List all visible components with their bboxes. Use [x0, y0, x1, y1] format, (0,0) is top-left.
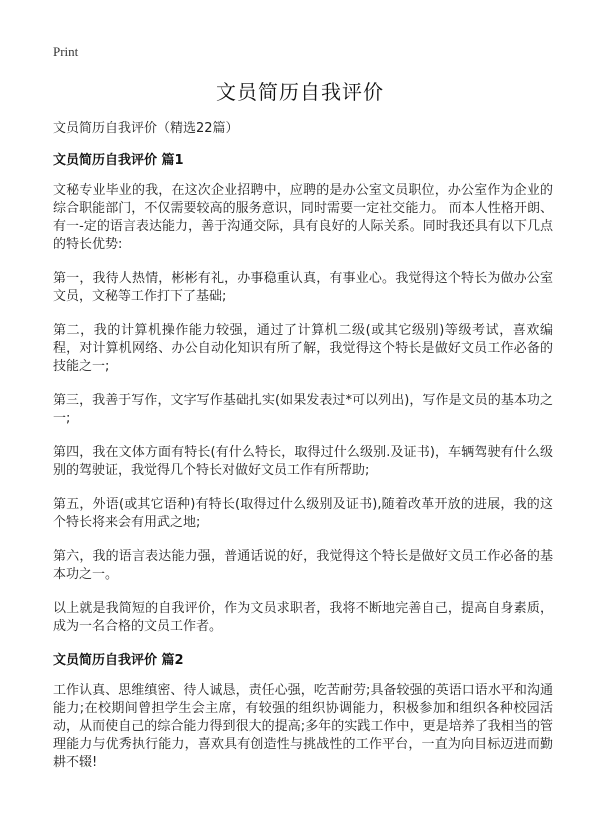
- paragraph: 第三，我善于写作，文字写作基础扎实(如果发表过*可以列出)，写作是文员的基本功之一;: [53, 393, 553, 426]
- document-subtitle: 文员简历自我评价（精选22篇）: [53, 121, 239, 136]
- section-heading-1: 文员简历自我评价 篇1: [53, 153, 184, 168]
- paragraph: 以上就是我简短的自我评价，作为文员求职者，我将不断地完善自己，提高自身素质，成为一名合格的文员工作者。: [53, 601, 553, 634]
- document-body: [53, 120, 553, 788]
- print-link[interactable]: Print: [53, 44, 79, 59]
- page-title: 文员简历自我评价: [216, 80, 384, 104]
- paragraph: 第六，我的语言表达能力强，普通话说的好，我觉得这个特长是做好文员工作必备的基本功之一。: [53, 549, 553, 582]
- paragraph: 第一，我待人热情，彬彬有礼，办事稳重认真，有事业心。我觉得这个特长为做办公室文员，文秘等工作打下了基础;: [53, 271, 553, 304]
- paragraph: 文秘专业毕业的我，在这次企业招聘中，应聘的是办公室文员职位，办公室作为企业的综合职能部门，不仅需要较高的服务意识，同时需要一定社交能力。 而本人性格开朗、有一-定的语言表达能力，善于沟通交际，具有良好的人际关系。同时我还具有以下几点的特长优势:: [53, 183, 553, 252]
- paragraph: 第四，我在文体方面有特长(有什么特长，取得过什么级别.及证书)，车辆驾驶有什么级别的驾驶证，我觉得几个特长对做好文员工作有所帮助;: [53, 445, 553, 478]
- paragraph: 工作认真、思维缜密、待人诚恳，责任心强，吃苦耐劳;具备较强的英语口语水平和沟通能力;在校期间曾担学生会主席，有较强的组织协调能力，积极参加和组织各种校园活动，从而使自己的综合能力得到很大的提高;多年的实践工作中，更是培养了我相当的管理能力与优秀执行能力，喜欢具有创造性与挑战性的工作平台，一直为向目标迈进而勤耕不辍!: [53, 683, 553, 770]
- paragraph: 第五，外语(或其它语种)有特长(取得过什么级别及证书),随着改革开放的进展，我的这个特长将来会有用武之地;: [53, 497, 553, 530]
- paragraph: 第二，我的计算机操作能力较强，通过了计算机二级(或其它级别)等级考试，喜欢编程，对计算机网络、办公自动化知识有所了解，我觉得这个特长是做好文员工作必备的技能之一;: [53, 323, 553, 374]
- section-heading-2: 文员简历自我评价 篇2: [53, 653, 184, 668]
